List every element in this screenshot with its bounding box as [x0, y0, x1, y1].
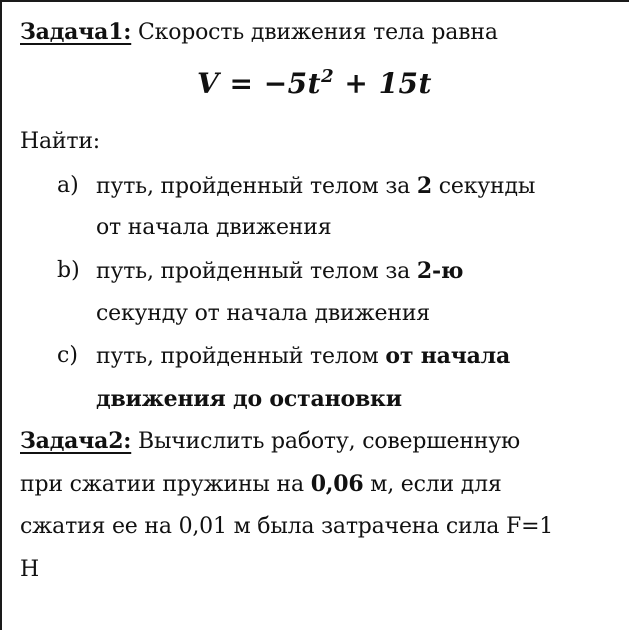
item-a-bold: 2 — [416, 173, 432, 199]
task1-heading — [20, 18, 498, 47]
task2-line1: Вычислить работу, совершенную — [131, 429, 520, 454]
item-b-marker: b) — [57, 258, 80, 283]
task2-line2 — [20, 470, 502, 499]
task2-line2-text: при сжатии пружины на — [20, 472, 311, 497]
find-label: Найти: — [20, 129, 101, 154]
velocity-formula — [0, 64, 629, 104]
item-c-line1 — [96, 342, 510, 371]
task2-label: Задача2: — [20, 428, 132, 454]
task2-line2-bold: 0,06 — [310, 471, 364, 497]
task2-line3: сжатия ее на 0,01 м была затрачена сила F=1 — [20, 514, 554, 539]
item-b-bold: 2-ю — [416, 258, 464, 284]
formula-lhs: V = −5t — [197, 67, 322, 100]
item-a-text-after: секунды — [432, 174, 536, 199]
formula-rhs: + 15t — [334, 67, 432, 100]
item-b-line1 — [96, 257, 463, 286]
task1-intro: Скорость движения тела равна — [131, 20, 498, 45]
item-c-bold-line2: движения до остановки — [96, 386, 402, 412]
task2-line2-after: м, если для — [363, 472, 502, 497]
item-a-line2: от начала движения — [96, 215, 332, 240]
item-a-marker: a) — [57, 173, 79, 198]
item-c-text: путь, пройденный телом — [96, 344, 386, 369]
item-c-marker: c) — [57, 343, 78, 368]
item-c-line2 — [96, 385, 402, 414]
item-b-text: путь, пройденный телом за — [96, 259, 417, 284]
item-a-text: путь, пройденный телом за — [96, 174, 417, 199]
formula-exponent: 2 — [321, 66, 335, 87]
item-c-bold: от начала — [385, 343, 511, 369]
task2-heading — [20, 427, 520, 456]
item-b-line2: секунду от начала движения — [96, 301, 430, 326]
task1-label: Задача1: — [20, 19, 132, 45]
item-a-line1 — [96, 172, 535, 201]
task2-line4: Н — [20, 557, 39, 582]
